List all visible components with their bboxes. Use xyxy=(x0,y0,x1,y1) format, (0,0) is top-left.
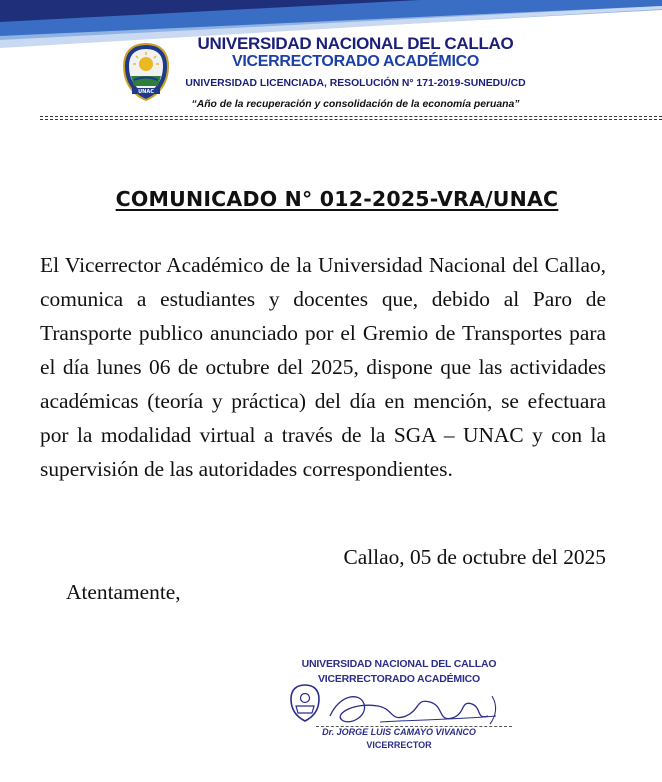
date-line: Callao, 05 de octubre del 2025 xyxy=(343,545,606,569)
university-logo-icon xyxy=(122,42,170,102)
closing-salutation: Atentamente, xyxy=(66,580,181,604)
stamp-office: VICERRECTORADO ACADÉMICO xyxy=(317,673,481,685)
logo-text: UNAC xyxy=(138,89,154,95)
office-name: VICERRECTORADO ACADÉMICO xyxy=(231,53,480,70)
document-body: El Vicerrector Académico de la Universidad Nacional del Callao, comunica a estudiantes y docentes que, debido al Paro de Transporte publico anunciado por el Gremio de Transportes para el día lunes 06 de octubre del 2025, dispone que las actividades académicas (teoría y práctica) del día en mención, se efectuara por la modalidad virtual a través de la SGA – UNAC y con la supervisión de las autoridades correspondientes. xyxy=(40,253,606,481)
header-divider xyxy=(40,116,662,118)
signature-stamp xyxy=(286,658,526,768)
license-line: UNIVERSIDAD LICENCIADA, RESOLUCIÓN N° 171-2019-SUNEDU/CD xyxy=(185,78,526,89)
stamp-university: UNIVERSIDAD NACIONAL DEL CALLAO xyxy=(301,658,497,670)
header-divider-secondary xyxy=(40,119,662,121)
document-title: COMUNICADO N° 012-2025-VRA/UNAC xyxy=(115,187,559,211)
year-motto: “Año de la recuperación y consolidación de la economía peruana” xyxy=(191,99,520,110)
university-name: UNIVERSIDAD NACIONAL DEL CALLAO xyxy=(197,34,514,53)
signatory-role: VICERRECTOR xyxy=(366,740,432,750)
stamp-logo-icon xyxy=(290,684,320,722)
signatory-name: Dr. JORGE LUIS CAMAYO VIVANCO xyxy=(322,727,476,737)
